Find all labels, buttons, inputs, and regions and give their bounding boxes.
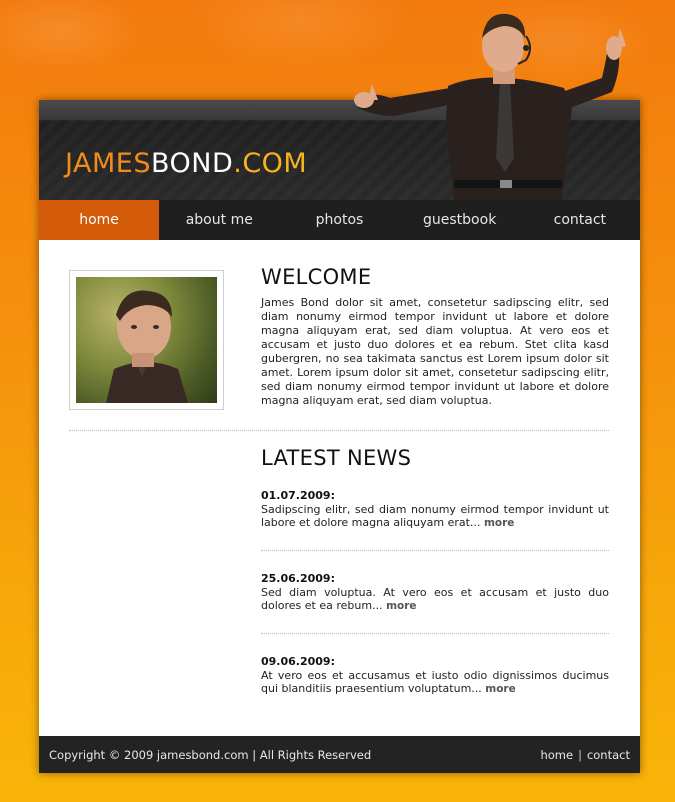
more-link[interactable]: more [485, 683, 516, 695]
logo-part-james: JAMES [65, 148, 151, 179]
page-container [39, 100, 640, 773]
footer-link-home[interactable]: home [540, 748, 574, 762]
latest-news-title: LATEST NEWS [261, 446, 412, 470]
news-text: Sed diam voluptua. At vero eos et accusam et justo duo dolores et ea rebum... [261, 585, 609, 612]
profile-photo-illustration [76, 277, 217, 403]
news-date: 25.06.2009: [261, 572, 335, 585]
nav-guestbook[interactable]: guestbook [423, 212, 497, 228]
header-person-illustration [350, 8, 635, 200]
news-date: 01.07.2009: [261, 489, 335, 502]
footer-separator: | [578, 748, 582, 762]
more-link[interactable]: more [483, 517, 515, 529]
news-date: 09.06.2009: [261, 655, 335, 668]
welcome-title: WELCOME [261, 265, 372, 289]
logo-part-com: .COM [233, 148, 308, 179]
nav-contact[interactable]: contact [553, 212, 607, 228]
profile-photo [76, 277, 217, 403]
logo-part-bond: BOND [150, 148, 234, 179]
welcome-text: James Bond dolor sit amet, consetetur sadipscing elitr, sed diam nonumy eirmod tempor invidunt ut labore et dolore magna aliquyam erat, sed diam voluptua. At vero eos et accusam et justo duo dolores et ea rebum. Stet clita kasd gubergren, no sea takimata sanctus est Lorem ipsum dolor sit amet. Lorem ipsum dolor sit amet, consetetur sadipscing elitr, sed diam nonumy eirmod tempor invidunt ut labore et dolore magna aliquyam erat, sed diam voluptua. [261, 296, 609, 407]
section-divider [69, 430, 609, 431]
news-item [261, 489, 609, 531]
news-text: Sadipscing elitr, sed diam nonumy eirmod tempor invidunt ut labore et dolore magna aliquyam erat... [261, 502, 609, 529]
footer-copyright: Copyright © 2009 jamesbond.com | All Rights Reserved [49, 748, 372, 762]
main-nav [39, 200, 640, 240]
nav-about-me[interactable]: about me [185, 212, 253, 228]
profile-photo-frame [69, 270, 224, 410]
news-divider [261, 550, 609, 551]
news-item [261, 572, 609, 614]
news-item [261, 655, 609, 697]
footer-links [540, 748, 630, 762]
news-text: At vero eos et accusamus et iusto odio dignissimos ducimus qui blanditiis praesentium voluptatum... [261, 668, 609, 695]
nav-photos[interactable]: photos [315, 212, 364, 228]
more-link[interactable]: more [386, 600, 417, 612]
nav-home[interactable]: home [39, 200, 159, 240]
footer-link-contact[interactable]: contact [586, 748, 630, 762]
news-divider [261, 633, 609, 634]
site-footer [39, 736, 640, 773]
site-logo[interactable] [65, 148, 307, 179]
